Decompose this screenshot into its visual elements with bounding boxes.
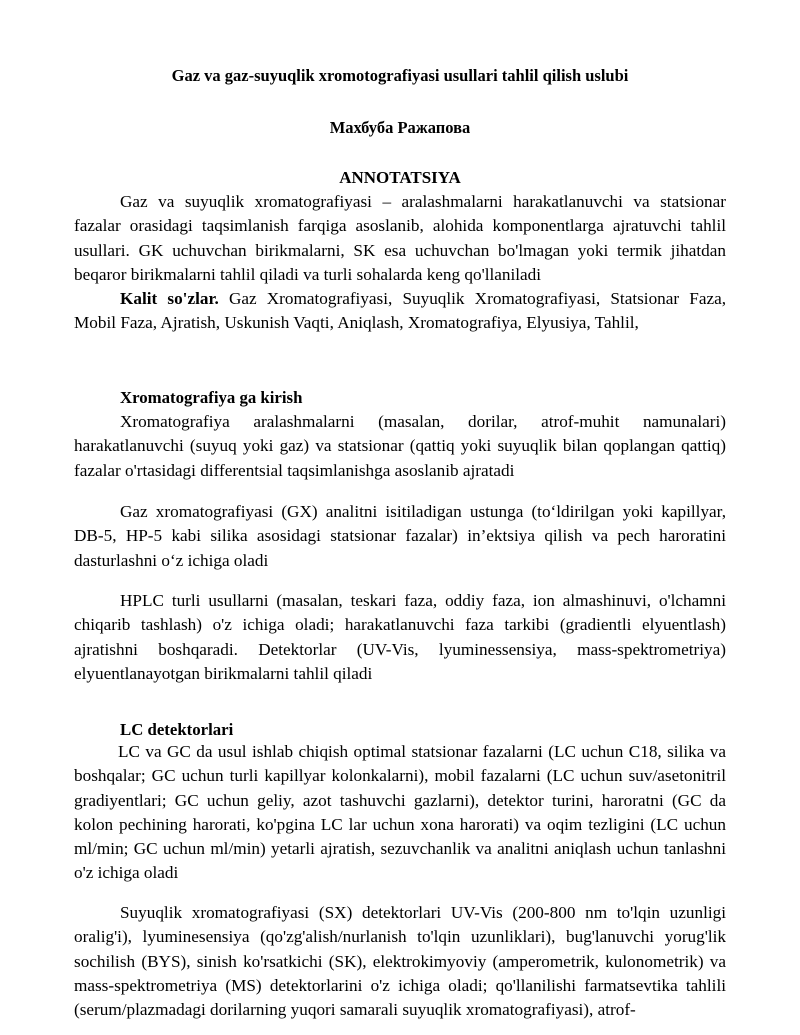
section-heading-intro: Xromatografiya ga kirish (120, 388, 303, 407)
intro-paragraph-1-text: Xromatografiya aralashmalarni (masalan, dorilar, atrof-muhit namunalari) harakatlanuvchi (suyuq yoki gaz) va statsionar (qattiq yoki suyuqlik bilan qoplangan qattiq) fazalar o'rtasidagi differentsial taqsimlanishga asoslanib ajratadi (74, 412, 726, 480)
lc-paragraph-1-text: LC va GC da usul ishlab chiqish optimal statsionar fazalarni (LC uchun C18, silika va boshqalar; GC uchun turli kapillyar kolonkalarni), mobil fazalarni (LC uchun suv/asetonitril gradiyentlari; GC uchun geliy, azot tashuvchi gazlarni), detektor turini, haroratni (GC da kolon pechining harorati, ko'pgina LC lar uchun xona harorati) va oqim tezligini (LC uchun ml/min; GC uchun ml/min) yetarli ajratish, sezuvchanlik va analitni aniqlash uchun tanlashni o'z ichiga oladi (74, 742, 726, 883)
author-name: Махбуба Ражапова (329, 118, 471, 137)
intro-paragraph-2-text: Gaz xromatografiyasi (GX) analitni isitiladigan ustunga (to‘ldirilgan yoki kapillyar, DB-5, HP-5 kabi silika asosidagi statsionar fazalar) in’ektsiya qilish va pech haroratini dasturlashni o‘z ichiga oladi (74, 502, 726, 570)
keywords-label: Kalit so'zlar. (120, 289, 219, 309)
document-title: Gaz va gaz-suyuqlik xromotografiyasi usullari tahlil qilish uslubi (171, 66, 629, 85)
section-heading-lc-detectors: LC detektorlari (120, 720, 234, 739)
annotation-heading: ANNOTATSIYA (339, 168, 461, 187)
lc-paragraph-2-text: Suyuqlik xromatografiyasi (SX) detektorlari UV-Vis (200-800 nm to'lqin uzunligi oralig'i), lyuminesensiya (qo'zg'alish/nurlanish to'lqin uzunliklari), bug'lanuvchi yorug'lik sochilish (BYS), sinish ko'rsatkichi (SK), elektrokimyoviy (amperometrik, kulonometrik) va mass-spektrometriya (MS) detektorlarini o'z ichiga oladi; qo'llanilishi farmatsevtika tahlili (serum/plazmadagi dorilarning yuqori samarali suyuqlik xromatografiyasi), atrof- (74, 903, 726, 1020)
annotation-block (74, 190, 726, 336)
intro-paragraph-2 (74, 500, 726, 573)
intro-paragraph-3 (74, 589, 726, 686)
annotation-text: Gaz va suyuqlik xromatografiyasi – aralashmalarni harakatlanuvchi va statsionar fazalar orasidagi taqsimlanish farqiga asoslanib, alohida komponentlarga ajratuvchi tahlil usullari. GK uchuvchan birikmalarni, SK esa uchuvchan bo'lmagan yoki termik jihatdan beqaror birikmalarni tahlil qiladi va turli sohalarda keng qo'llaniladi (74, 192, 726, 284)
lc-paragraph-1 (74, 740, 726, 886)
keywords-paragraph (74, 287, 726, 336)
lc-paragraph-2 (74, 901, 726, 1022)
intro-paragraph-3-text: HPLC turli usullarni (masalan, teskari faza, oddiy faza, ion almashinuvi, o'lchamni chiqarib tashlash) o'z ichiga oladi; harakatlanuvchi faza tarkibi (gradientli elyuentlash) ajratishni boshqaradi. Detektorlar (UV-Vis, lyuminessensiya, mass-spektrometriya) elyuentlanayotgan birikmalarni tahlil qiladi (74, 591, 726, 683)
intro-paragraph-1 (74, 410, 726, 483)
keywords-text: Gaz Xromatografiyasi, Suyuqlik Xromatografiyasi, Statsionar Faza, Mobil Faza, Ajratish, Uskunish Vaqti, Aniqlash, Xromatografiya, Elyusiya, Tahlil, (74, 289, 727, 333)
